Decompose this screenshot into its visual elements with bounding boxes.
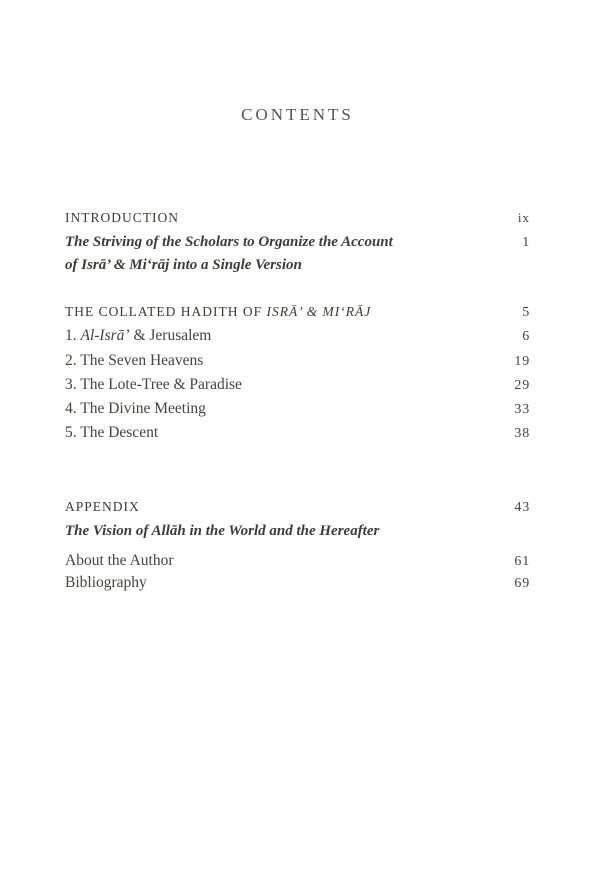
entry-page: 6 bbox=[522, 329, 530, 344]
entry-label: 4. The Divine Meeting bbox=[65, 400, 206, 417]
entry-label: 3. The Lote-Tree & Paradise bbox=[65, 376, 242, 393]
entry-label: APPENDIX bbox=[65, 499, 140, 514]
entry-page: 29 bbox=[514, 378, 530, 393]
toc-entry-chapter-2 bbox=[65, 352, 530, 371]
entry-label: 1. Al-Isrā’ & Jerusalem bbox=[65, 327, 212, 344]
page-title: CONTENTS bbox=[241, 105, 354, 124]
toc-entry-chapter-1 bbox=[65, 327, 530, 346]
entry-page: 33 bbox=[514, 402, 530, 417]
entry-label: Bibliography bbox=[65, 574, 147, 591]
entry-label: The Vision of Allāh in the World and the Hereafter bbox=[65, 523, 380, 539]
toc-entry-introduction bbox=[65, 210, 530, 226]
entry-page: 43 bbox=[514, 500, 530, 515]
toc-entry-introduction-subtitle bbox=[65, 233, 530, 252]
toc-entry-about-author bbox=[65, 552, 530, 571]
toc-entry-chapter-3 bbox=[65, 376, 530, 395]
toc-entry-collated-hadith bbox=[65, 304, 530, 322]
toc-entry-introduction-subtitle-line2 bbox=[65, 256, 530, 274]
toc-entry-appendix bbox=[65, 499, 530, 517]
toc-entry-appendix-subtitle bbox=[65, 522, 530, 540]
entry-label: About the Author bbox=[65, 552, 174, 569]
entry-page: 69 bbox=[514, 576, 530, 591]
entry-page: 1 bbox=[522, 235, 530, 250]
entry-label: 2. The Seven Heavens bbox=[65, 352, 204, 369]
entry-label: The Striving of the Scholars to Organize the Account bbox=[65, 234, 393, 250]
entry-page: 38 bbox=[514, 426, 530, 441]
entry-page: 5 bbox=[522, 305, 530, 320]
toc-entry-chapter-4 bbox=[65, 400, 530, 419]
toc-entry-chapter-5 bbox=[65, 424, 530, 443]
toc-entry-bibliography bbox=[65, 574, 530, 593]
entry-label: THE COLLATED HADITH OF ISRĀ’ & MI‘RĀJ bbox=[65, 304, 372, 319]
entry-label: 5. The Descent bbox=[65, 424, 159, 441]
entry-page: 19 bbox=[514, 354, 530, 369]
entry-page: ix bbox=[517, 210, 530, 225]
entry-label: INTRODUCTION bbox=[65, 210, 179, 225]
entry-page: 61 bbox=[514, 554, 530, 569]
entry-label: of Isrā’ & Mi‘rāj into a Single Version bbox=[65, 257, 302, 273]
